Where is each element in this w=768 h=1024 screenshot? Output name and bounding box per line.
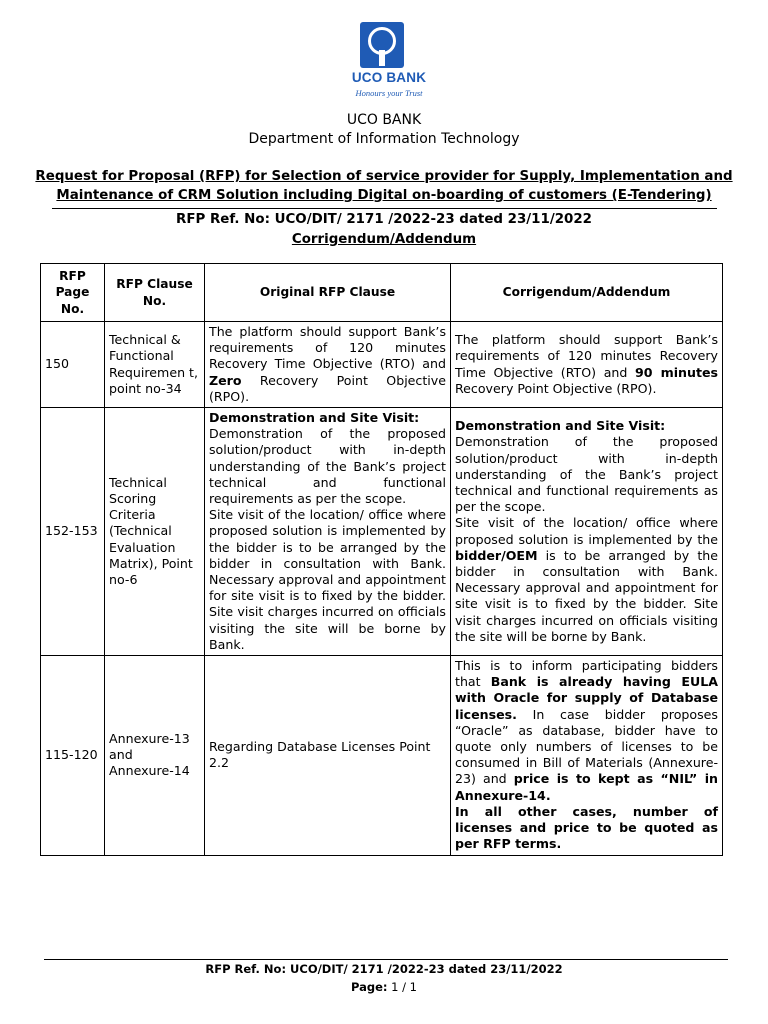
- title-divider: [52, 208, 717, 209]
- uco-bank-logo: [351, 22, 427, 102]
- cell-corrigendum: Demonstration and Site Visit: Demonstration of the proposed solution/product with in-depth understanding of the Bank’s project technical and functional requirements as per the scope. Site visit of the location/ office where proposed solution is implemented by the bidder/OEM is to be arranged by the bidder in consultation with Bank. Necessary approval and appointment for site visit is to fixed by the bidder. Site visit charges incurred on officials visiting the site will be borne by Bank.: [451, 408, 723, 656]
- rfp-reference: RFP Ref. No: UCO/DIT/ 2171 /2022-23 dated 23/11/2022: [176, 212, 592, 227]
- cell-page: 152-153: [41, 408, 105, 656]
- cell-clause: Annexure-13 and Annexure-14: [105, 656, 205, 855]
- cell-original: Demonstration and Site Visit: Demonstration of the proposed solution/product with in-depth understanding of the Bank’s project technical and functional requirements as per the scope. Site visit of the location/ office where proposed solution is implemented by the bidder is to be arranged by the bidder in consultation with Bank. Necessary approval and appointment for site visit is to fixed by the bidder. Site visit charges incurred on officials visiting the site will be borne by Bank.: [205, 408, 451, 656]
- cell-clause: Technical Scoring Criteria (Technical Evaluation Matrix), Point no-6: [105, 408, 205, 656]
- rfp-title-line-2: Maintenance of CRM Solution including Digital on-boarding of customers (E-Tendering): [56, 188, 712, 203]
- bank-name: UCO BANK: [346, 112, 422, 128]
- rfp-title: [0, 167, 768, 205]
- table-row: [41, 656, 723, 855]
- table-row: [41, 322, 723, 408]
- cell-corrigendum: The platform should support Bank’s requirements of 120 minutes Recovery Time Objective (RTO) and 90 minutes Recovery Point Objective (RPO).: [451, 322, 723, 408]
- table-header-row: [41, 264, 723, 322]
- department-name: Department of Information Technology: [248, 131, 520, 147]
- cell-page: 150: [41, 322, 105, 408]
- logo-emblem-icon: [360, 22, 404, 68]
- document-subtitle: Corrigendum/Addendum: [291, 232, 477, 247]
- column-header-clause: RFP Clause No.: [105, 264, 205, 322]
- rfp-title-line-1: Request for Proposal (RFP) for Selection of service provider for Supply, Implementation and: [35, 169, 733, 184]
- column-header-page: RFP Page No.: [41, 264, 105, 322]
- cell-original: Regarding Database Licenses Point 2.2: [205, 656, 451, 855]
- footer-divider: [44, 959, 728, 960]
- cell-corrigendum: This is to inform participating bidders that Bank is already having EULA with Oracle for supply of Database licenses. In case bidder proposes “Oracle” as database, bidder have to quote only numbers of licenses to be consumed in Bill of Materials (Annexure-23) and price is to kept as “NIL” in Annexure-14. In all other cases, number of licenses and price to be quoted as per RFP terms.: [451, 656, 723, 855]
- footer-reference: RFP Ref. No: UCO/DIT/ 2171 /2022-23 dated 23/11/2022: [205, 962, 563, 976]
- logo-brand-name: UCO BANK: [351, 70, 427, 85]
- logo-tagline: Honours your Trust: [355, 88, 423, 98]
- table-row: [41, 408, 723, 656]
- column-header-corrigendum: Corrigendum/Addendum: [451, 264, 723, 322]
- corrigendum-table: [40, 263, 723, 856]
- cell-page: 115-120: [41, 656, 105, 855]
- footer-page-number: Page: 1 / 1: [351, 980, 417, 994]
- cell-clause: Technical & Functional Requiremen t, point no-34: [105, 322, 205, 408]
- cell-original: The platform should support Bank’s requirements of 120 minutes Recovery Time Objective (RTO) and Zero Recovery Point Objective (RPO).: [205, 322, 451, 408]
- column-header-original: Original RFP Clause: [205, 264, 451, 322]
